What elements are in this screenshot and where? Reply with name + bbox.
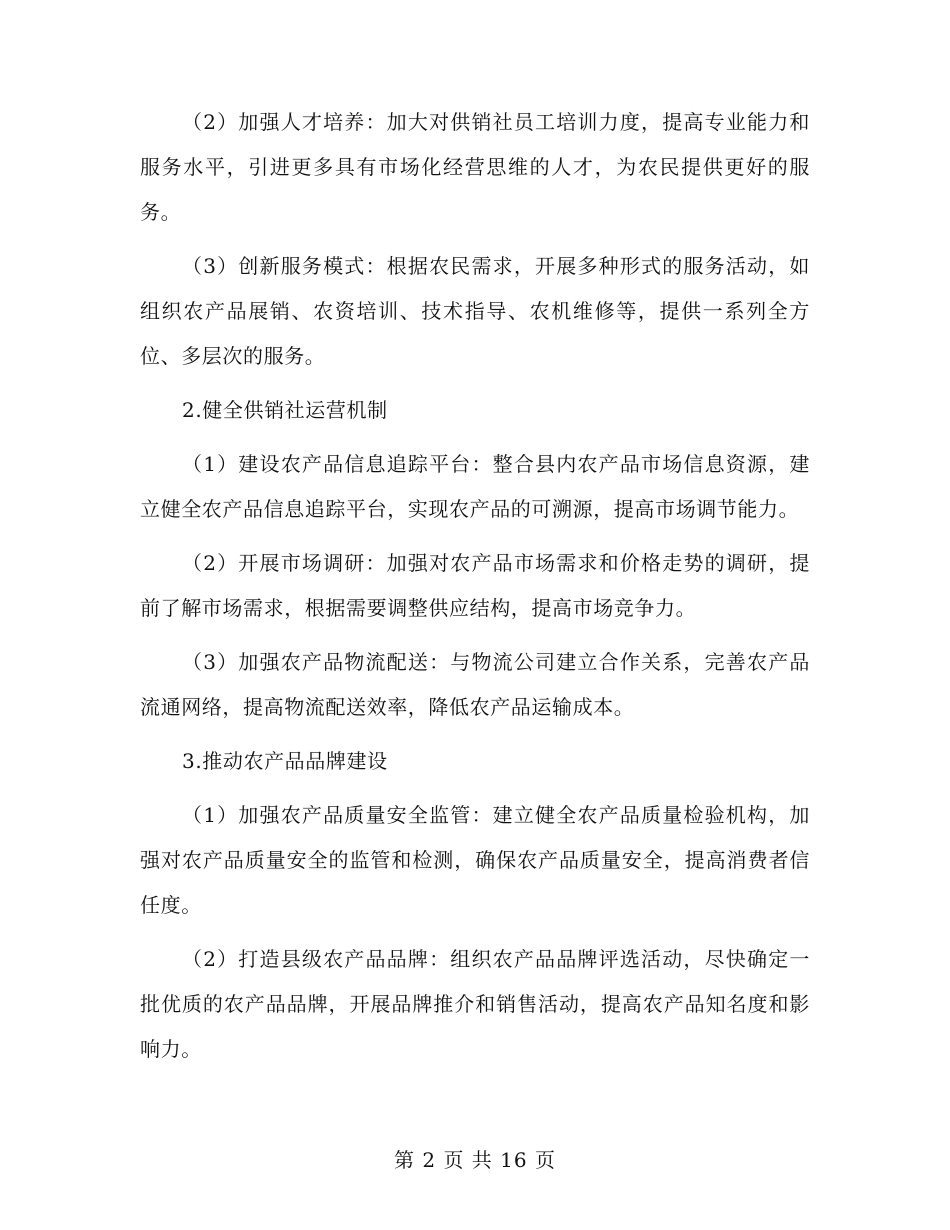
- paragraph-county-brand: （2）打造县级农产品品牌：组织农产品品牌评选活动，尽快确定一批优质的农产品品牌，开展品牌推介和销售活动，提高农产品知名度和影响力。: [140, 947, 810, 1061]
- paragraph-market-research: （2）开展市场调研：加强对农产品市场需求和价格走势的调研，提前了解市场需求，根据需要调整供应结构，提高市场竞争力。: [140, 551, 810, 620]
- section-heading-operation-mechanism: 2.健全供销社运营机制: [182, 398, 388, 422]
- paragraph-talent-training: （2）加强人才培养：加大对供销社员工培训力度，提高专业能力和服务水平，引进更多具有市场化经营思维的人才，为农民提供更好的服务。: [140, 110, 810, 224]
- paragraph-service-innovation: （3）创新服务模式：根据农民需求，开展多种形式的服务活动，如组织农产品展销、农资培训、技术指导、农机维修等，提供一系列全方位、多层次的服务。: [140, 254, 810, 368]
- section-heading-brand-building: 3.推动农产品品牌建设: [182, 749, 388, 773]
- page-number-footer: 第 2 页 共 16 页: [394, 1148, 556, 1172]
- paragraph-logistics: （3）加强农产品物流配送：与物流公司建立合作关系，完善农产品流通网络，提高物流配送效率，降低农产品运输成本。: [140, 650, 810, 719]
- document-body: [140, 100, 810, 1081]
- paragraph-quality-supervision: （1）加强农产品质量安全监管：建立健全农产品质量检验机构，加强对农产品质量安全的监管和检测，确保农产品质量安全，提高消费者信任度。: [140, 803, 810, 917]
- paragraph-traceability-platform: （1）建设农产品信息追踪平台：整合县内农产品市场信息资源，建立健全农产品信息追踪平台，实现农产品的可溯源，提高市场调节能力。: [140, 452, 810, 521]
